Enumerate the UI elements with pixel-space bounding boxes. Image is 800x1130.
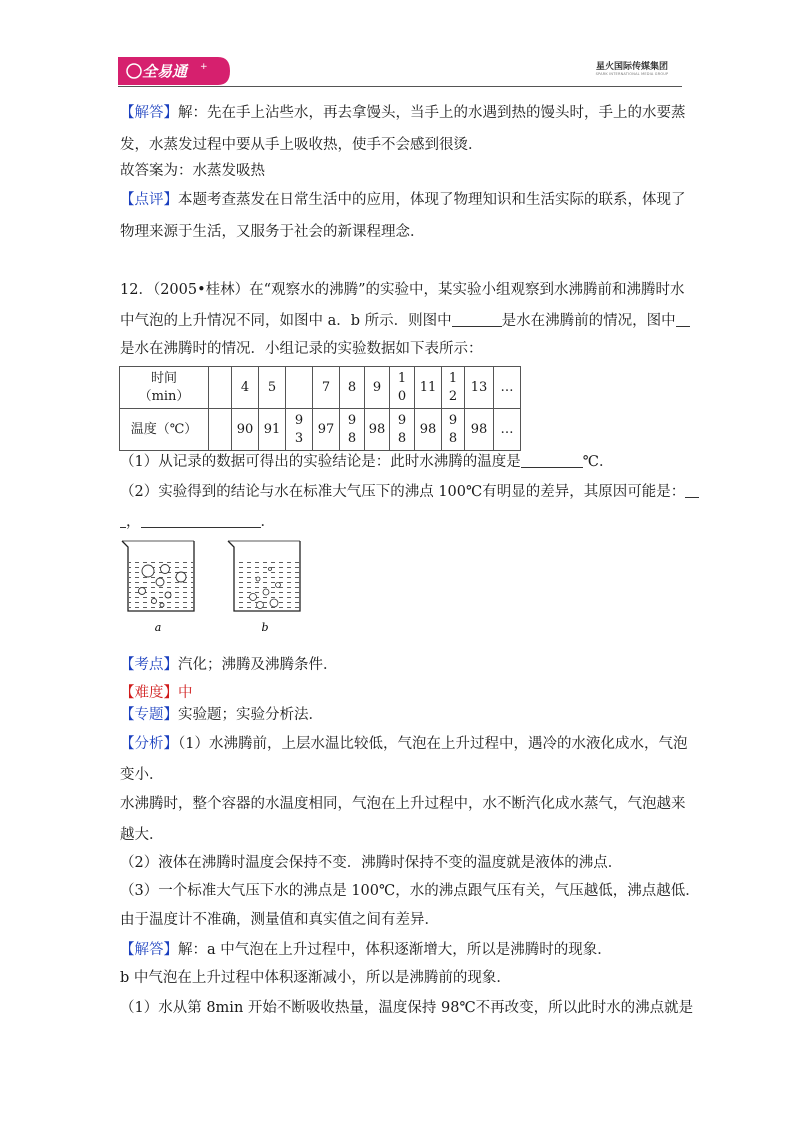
question-part-1: （1）从记录的数据可得出的实验结论是：此时水沸腾的温度是 ℃． — [120, 454, 614, 470]
jieda-line-1: 【解答】解：a 中气泡在上升过程中，体积逐渐增大，所以是沸腾时的现象． — [120, 942, 612, 958]
brand — [582, 62, 682, 77]
table-row-time: 时间 （min） 4 5 7 8 9 1 0 11 1 2 13 … — [120, 367, 521, 409]
beaker-b — [228, 541, 300, 611]
fenxi-line-4: 越大． — [120, 827, 164, 843]
fenxi-line-3: 水沸腾时，整个容器的水温度相同，气泡在上升过程中，水不断汽化成水蒸气，气泡越来 — [120, 796, 686, 812]
nandu-line — [120, 683, 193, 703]
header-divider — [118, 86, 682, 87]
logo-banner — [118, 57, 230, 85]
row-label-temp: 温度（℃） — [120, 409, 209, 451]
fenxi-line-1: 【分析】（1）水沸腾前，上层水温比较低，气泡在上升过程中，遇冷的水液化成水，气泡 — [120, 736, 688, 752]
prev-review-line-1: 【点评】本题考查蒸发在日常生活中的应用，体现了物理知识和生活实际的联系，体现了 — [120, 192, 686, 208]
question-part-2: （2）实验得到的结论与水在标准大气压下的沸点 100℃有明显的差异，其原因可能是： — [120, 482, 699, 502]
fenxi-tag: 【分析】 — [120, 736, 178, 752]
table-row-temp: 温度（℃） 90 91 9 3 97 9 8 98 9 8 98 9 8 98 … — [120, 409, 521, 451]
fenxi-line-7: 由于温度计不准确，测量值和真实值之间有差异． — [120, 912, 439, 928]
answer-blank-3 — [521, 453, 583, 468]
answer-blank-6 — [141, 513, 261, 528]
jieda-tag: 【解答】 — [120, 942, 178, 958]
answer-blank-1 — [452, 312, 502, 327]
prev-review-tag: 【点评】 — [120, 192, 178, 208]
kaodian-tag: 【考点】 — [120, 657, 178, 673]
logo-plus: + — [200, 62, 208, 72]
prev-answer-tag: 【解答】 — [120, 105, 178, 121]
question-line-1: 12．（2005•桂林）在“观察水的沸腾”的实验中，某实验小组观察到水沸腾前和沸腾时水 — [120, 282, 685, 298]
zhuanti-tag: 【专题】 — [120, 707, 178, 723]
beaker-figure — [118, 535, 308, 635]
question-line-2: 中气泡的上升情况不同，如图中 a．b 所示．则图中 是水在沸腾前的情况，图中 — [120, 311, 690, 331]
fenxi-line-2: 变小． — [120, 767, 164, 783]
jieda-line-2: b 中气泡在上升过程中体积逐渐减小，所以是沸腾前的现象． — [120, 970, 511, 986]
kaodian-line: 【考点】汽化；沸腾及沸腾条件． — [120, 657, 338, 673]
answer-blank-2 — [676, 312, 690, 327]
fenxi-line-5: （2）液体在沸腾时温度会保持不变．沸腾时保持不变的温度就是液体的沸点． — [120, 855, 623, 871]
brand-name-cn: 星火国际传媒集团 — [595, 62, 668, 72]
zhuanti-line: 【专题】实验题；实验分析法． — [120, 707, 323, 723]
data-table — [119, 366, 521, 451]
label-b: b — [261, 621, 269, 634]
nandu-value: 中 — [178, 685, 193, 701]
prev-review-line-2: 物理来源于生活，又服务于社会的新课程理念． — [120, 224, 425, 240]
fenxi-line-6: （3）一个标准大气压下水的沸点是 100℃，水的沸点跟气压有关，气压越低，沸点越低． — [120, 883, 700, 899]
label-a: a — [154, 621, 162, 634]
prev-answer-line-2: 发，水蒸发过程中要从手上吸收热，使手不会感到很烫． — [120, 137, 483, 153]
prev-answer-line-1: 【解答】解：先在手上沾些水，再去拿馒头，当手上的水遇到热的馒头时，手上的水要蒸 — [120, 105, 686, 121]
logo — [118, 57, 230, 85]
brand-name-en: SPARK INTERNATIONAL MEDIA GROUP — [595, 72, 669, 76]
answer-blank-4 — [685, 483, 699, 498]
logo-text: 全易通 — [142, 62, 188, 81]
row-label-time: 时间 （min） — [120, 367, 209, 409]
beaker-a — [122, 541, 194, 611]
nandu-tag: 【难度】 — [120, 685, 178, 701]
prev-answer-line-3: 故答案为：水蒸发吸热 — [120, 163, 265, 179]
jieda-line-3: （1）水从第 8min 开始不断吸收热量，温度保持 98℃不再改变，所以此时水的沸点就是 — [120, 1000, 694, 1016]
question-line-3: 是水在沸腾时的情况．小组记录的实验数据如下表所示： — [120, 341, 483, 357]
question-part-2-cont: ， ． — [120, 512, 275, 532]
